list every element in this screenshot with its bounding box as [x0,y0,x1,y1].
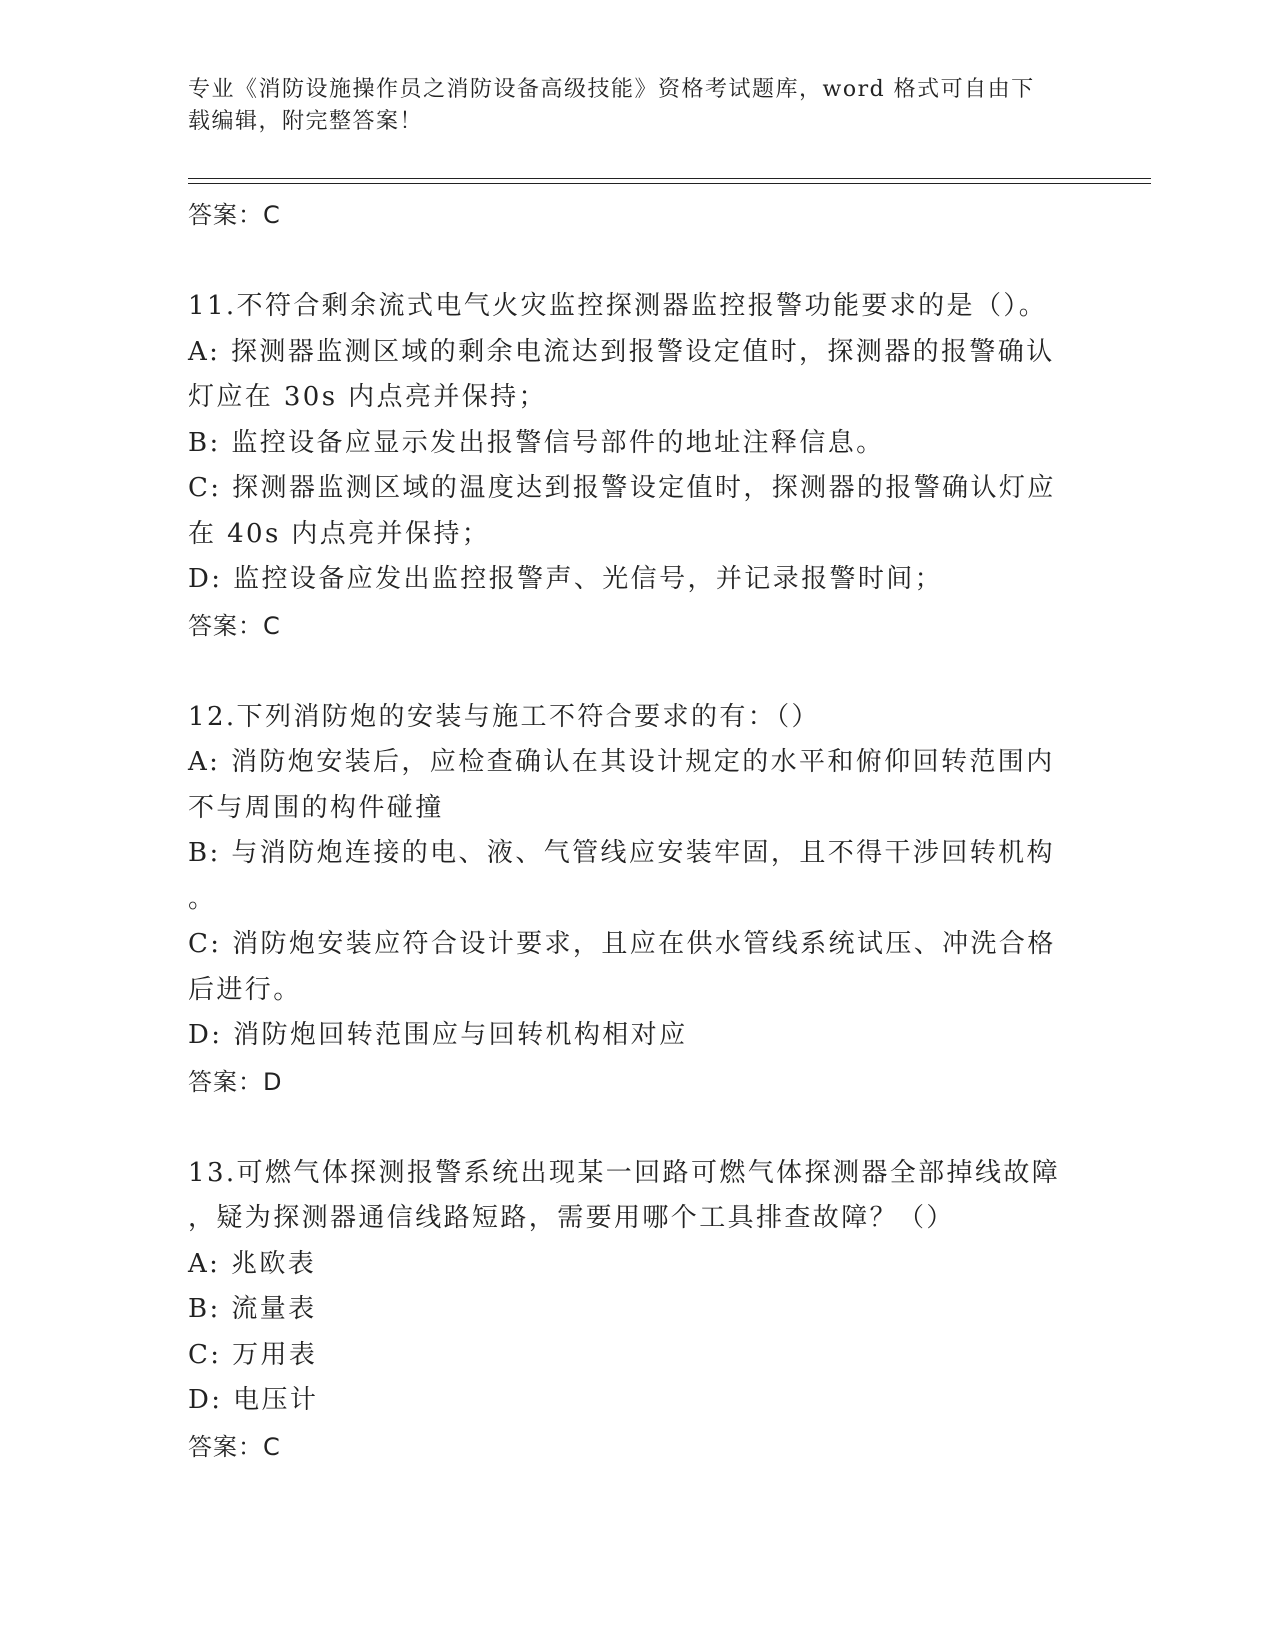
answer-line: 答案：C [188,1432,281,1461]
option-c: C: 万用表 [188,1339,318,1370]
header-divider-bottom [188,183,1151,184]
answer-line: 答案：D [188,1067,283,1096]
option-b: B: 流量表 [188,1294,317,1324]
question-11 [188,284,1088,649]
option-b: B: 监控设备应显示发出报警信号部件的地址注释信息。 [188,427,885,458]
option-a-cont: 灯应在 30s 内点亮并保持； [188,382,547,412]
option-c: C: 探测器监测区域的温度达到报警设定值时，探测器的报警确认灯应 [188,473,1056,503]
option-a: A: 消防炮安装后，应检查确认在其设计规定的水平和俯仰回转范围内 [188,747,1055,777]
option-c-cont: 后进行。 [188,974,302,1005]
document-header [188,74,1088,138]
question-text-cont: ，疑为探测器通信线路短路，需要用哪个工具排查故障？（） [188,1203,955,1233]
answer-line: 答案：C [188,201,281,229]
question-text: 13.可燃气体探测报警系统出现某一回路可燃气体探测器全部掉线故障 [188,1157,1061,1188]
option-d: D: 监控设备应发出监控报警声、光信号，并记录报警时间； [188,564,944,594]
option-d: D: 电压计 [188,1385,319,1415]
question-text: 11.不符合剩余流式电气火灾监控探测器监控报警功能要求的是（）。 [188,291,1048,321]
question-13 [188,1151,1088,1470]
option-c-cont: 在 40s 内点亮并保持； [188,518,491,549]
option-a: A: 探测器监测区域的剩余电流达到报警设定值时，探测器的报警确认 [188,336,1055,367]
question-list [188,192,1088,1470]
header-line-2: 载编辑，附完整答案！ [188,109,424,134]
question-12 [188,695,1088,1105]
answer-line: 答案：C [188,611,281,640]
option-b: B: 与消防炮连接的电、液、气管线应安装牢固，且不得干涉回转机构 [188,838,1055,868]
option-b-cont: 。 [188,883,217,914]
header-line-1: 专业《消防设施操作员之消防设备高级技能》资格考试题库，word 格式可自由下 [188,77,1035,102]
option-a-cont: 不与周围的构件碰撞 [188,792,444,823]
question-text: 12.下列消防炮的安装与施工不符合要求的有：（） [188,701,820,732]
option-c: C: 消防炮安装应符合设计要求，且应在供水管线系统试压、冲洗合格 [188,929,1056,959]
header-divider-top [188,178,1151,179]
option-d: D: 消防炮回转范围应与回转机构相对应 [188,1020,688,1050]
option-a: A: 兆欧表 [188,1248,317,1279]
